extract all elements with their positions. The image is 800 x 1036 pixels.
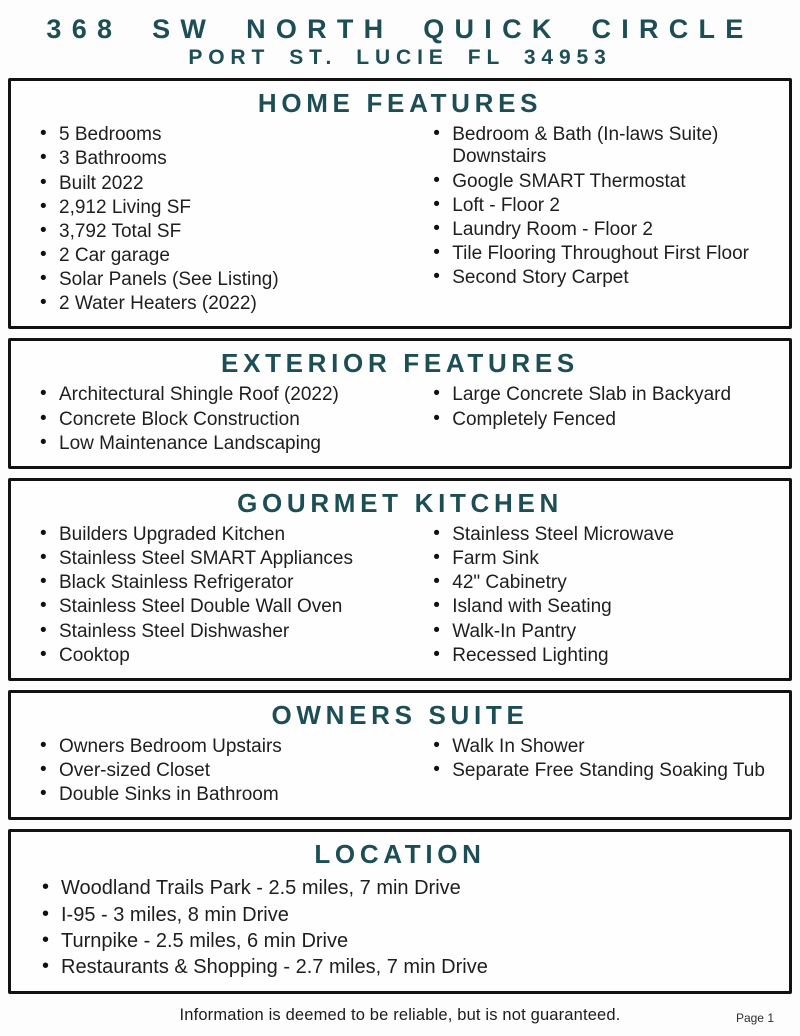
feature-item: • Laundry Room - Floor 2 [422, 218, 771, 242]
column-right [422, 123, 771, 289]
feature-section [8, 690, 792, 821]
feature-item: • I-95 - 3 miles, 8 min Drive [29, 902, 771, 928]
feature-section [8, 478, 792, 681]
feature-item: • Stainless Steel Microwave [422, 523, 771, 547]
feature-item: • 2 Water Heaters (2022) [29, 292, 422, 316]
feature-item: • Stainless Steel SMART Appliances [29, 547, 422, 571]
section-columns [29, 735, 771, 807]
section-title: HOME FEATURES [257, 87, 543, 118]
feature-item: • Solar Panels (See Listing) [29, 268, 422, 292]
feature-item: • Loft - Floor 2 [422, 194, 771, 218]
section-title: EXTERIOR FEATURES [221, 347, 579, 378]
feature-item: • Island with Seating [422, 595, 771, 619]
column-right [422, 383, 771, 431]
feature-item: • Google SMART Thermostat [422, 170, 771, 194]
column-right [422, 735, 771, 783]
footer-disclaimer: Information is deemed to be reliable, but is not guaranteed. [179, 1005, 621, 1024]
column-left [29, 735, 422, 807]
section-columns [29, 523, 771, 667]
feature-item: • Restaurants & Shopping - 2.7 miles, 7 min Drive [29, 954, 771, 980]
feature-item: • Woodland Trails Park - 2.5 miles, 7 min Drive [29, 875, 771, 901]
feature-item: • Second Story Carpet [422, 266, 771, 290]
feature-section [8, 338, 792, 469]
feature-item: • 5 Bedrooms [29, 123, 422, 147]
column-right [422, 523, 771, 667]
feature-item: • Turnpike - 2.5 miles, 6 min Drive [29, 928, 771, 954]
footer-page-number: Page 1 [735, 1010, 774, 1025]
feature-item: • Walk In Shower [422, 735, 771, 759]
section-title: LOCATION [314, 839, 486, 870]
feature-item: • Over-sized Closet [29, 759, 422, 783]
column-left [29, 383, 422, 455]
feature-item: • 2 Car garage [29, 244, 422, 268]
feature-item: • 42" Cabinetry [422, 571, 771, 595]
section-title: OWNERS SUITE [271, 699, 529, 730]
feature-item: • Stainless Steel Dishwasher [29, 620, 422, 644]
feature-item: • Architectural Shingle Roof (2022) [29, 383, 422, 407]
feature-item: • Concrete Block Construction [29, 408, 422, 432]
feature-item: • 3 Bathrooms [29, 147, 422, 171]
sections [0, 78, 800, 994]
feature-item: • Farm Sink [422, 547, 771, 571]
feature-item: • Completely Fenced [422, 408, 771, 432]
address-line-2: PORT ST. LUCIE FL 34953 [188, 46, 612, 70]
feature-item: • Tile Flooring Throughout First Floor [422, 242, 771, 266]
section-title: GOURMET KITCHEN [237, 487, 563, 518]
feature-item: • Cooktop [29, 644, 422, 668]
feature-item: • 3,792 Total SF [29, 220, 422, 244]
section-columns [29, 875, 771, 981]
feature-item: • Separate Free Standing Soaking Tub [422, 759, 771, 783]
section-columns [29, 123, 771, 315]
feature-section [8, 78, 792, 329]
column-left [29, 875, 771, 981]
feature-item: • 2,912 Living SF [29, 196, 422, 220]
feature-item: • Builders Upgraded Kitchen [29, 523, 422, 547]
page-footer [0, 1006, 800, 1030]
feature-section [8, 829, 792, 993]
feature-item: • Owners Bedroom Upstairs [29, 735, 422, 759]
feature-item: • Black Stainless Refrigerator [29, 571, 422, 595]
feature-item: • Bedroom & Bath (In-laws Suite) Downstairs [422, 123, 771, 169]
section-columns [29, 383, 771, 455]
page-header [0, 0, 800, 78]
column-left [29, 523, 422, 667]
feature-item: • Recessed Lighting [422, 644, 771, 668]
feature-item: • Low Maintenance Landscaping [29, 432, 422, 456]
column-left [29, 123, 422, 315]
feature-item: • Walk-In Pantry [422, 620, 771, 644]
feature-item: • Large Concrete Slab in Backyard [422, 383, 771, 407]
feature-item: • Built 2022 [29, 172, 422, 196]
address-line-1: 368 SW NORTH QUICK CIRCLE [46, 14, 754, 44]
feature-item: • Stainless Steel Double Wall Oven [29, 595, 422, 619]
feature-item: • Double Sinks in Bathroom [29, 783, 422, 807]
